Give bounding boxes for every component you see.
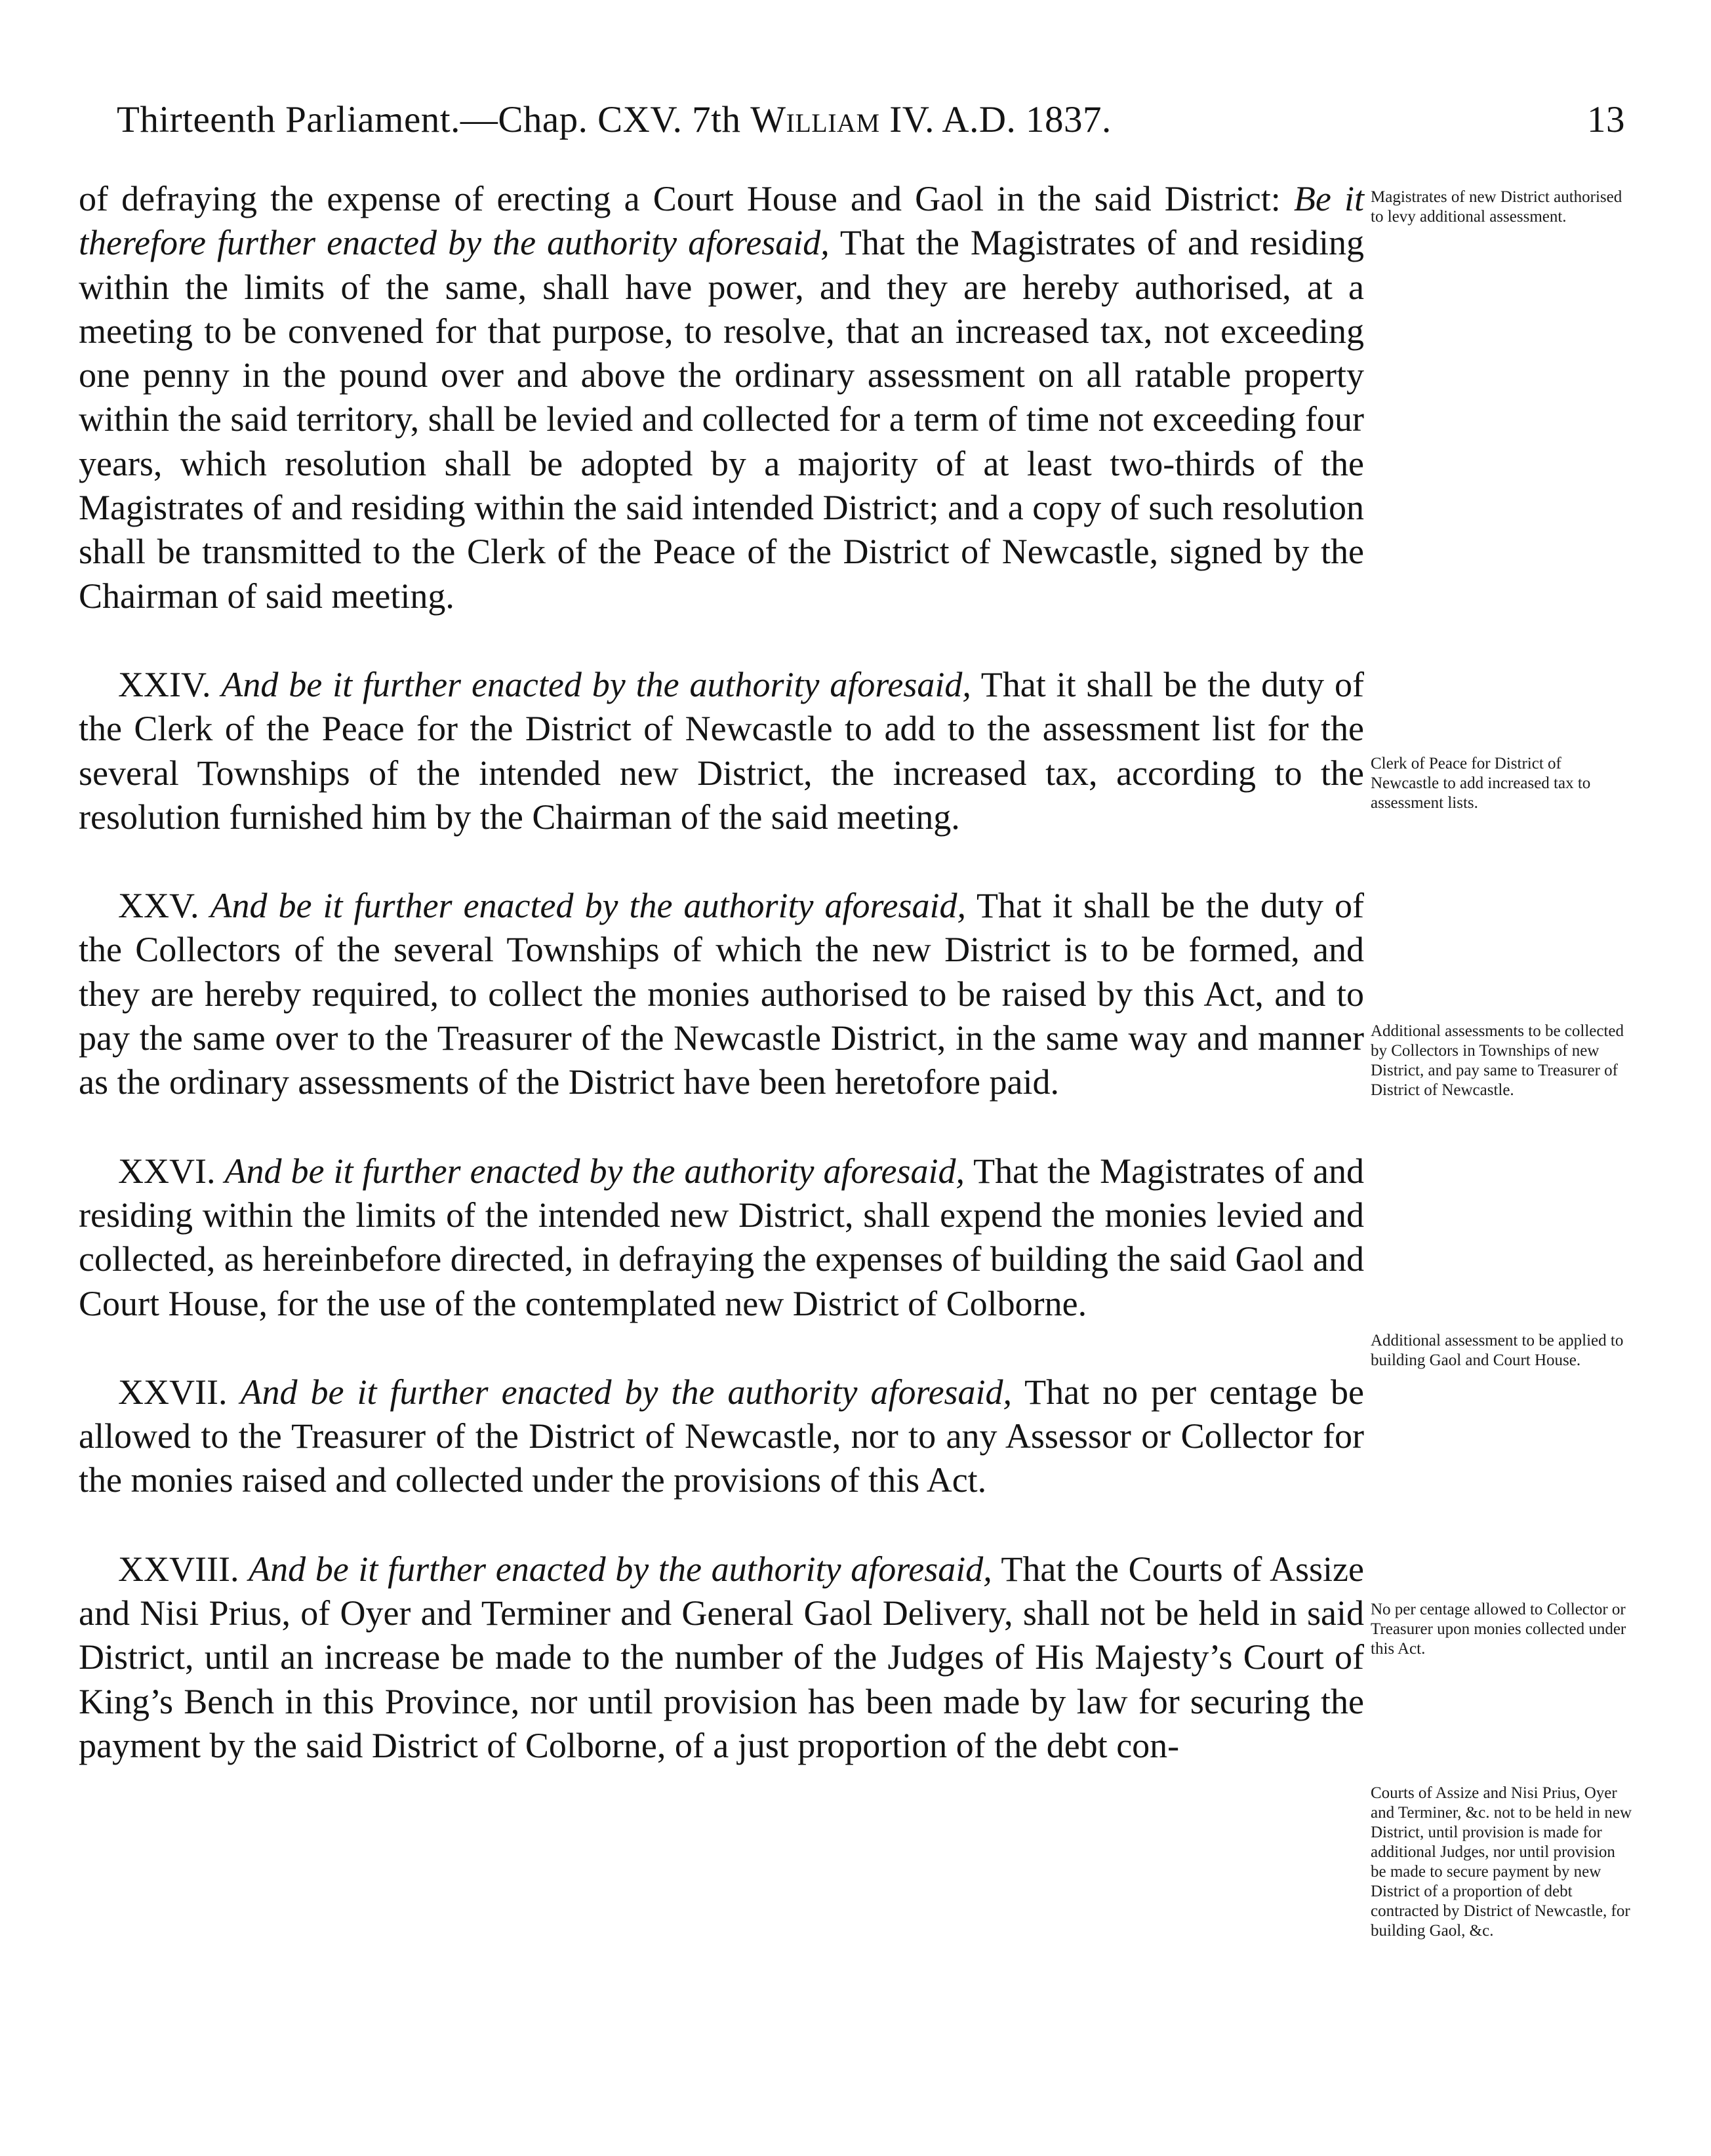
paragraph-text: That the Courts of Assize and Nisi Prius, of Oyer and Terminer and General Gaol Delivery, shall not be held in said District, until an increase be made to the number of the Judges of His Majesty’s Court of King’s Bench in this Province, nor until provision has been made by law for securing the payment by the said District of Colborne, of a just proportion of the debt con- — [79, 1549, 1364, 1765]
paragraph-text: That it shall be the duty of the Clerk of the Peace for the District of Newcastle to add to the assessment list for the several Townships of the intended new District, the increased tax, according to the resolution furnished him by the Chairman of the said meeting. — [79, 664, 1364, 837]
paragraph-section-xxiv — [79, 663, 1364, 839]
running-head-small-caps: William — [750, 99, 880, 140]
running-head — [117, 90, 1112, 150]
paragraph-section-xxvii — [79, 1370, 1364, 1503]
section-number: XXIV. — [118, 664, 222, 704]
enacting-clause: And be it further enacted by the authority aforesaid, — [221, 664, 971, 704]
section-number: XXVII. — [118, 1372, 241, 1412]
enacting-clause: And be it further enacted by the authority aforesaid, — [210, 886, 966, 926]
body-text — [79, 177, 1364, 1768]
enacting-clause: And be it further enacted by the authority aforesaid, — [249, 1549, 992, 1589]
page-header — [117, 90, 1625, 150]
paragraph-text: That the Magistrates of and residing within the limits of the same, shall have power, and they are hereby authorised, at a meeting to be convened for that purpose, to resolve, that an increased tax, not exceeding one penny in the pound over and above the ordinary assessment on all ratable property within the said territory, shall be levied and collected for a term of time not exceeding four years, which resolution shall be adopted by a majority of at least two-thirds of the Magistrates of and residing within the said intended District; and a copy of such resolution shall be transmitted to the Clerk of the Peace of the District of Newcastle, signed by the Chairman of said meeting. — [79, 223, 1364, 616]
paragraph-section-xxviii — [79, 1547, 1364, 1768]
section-number: XXVIII. — [118, 1549, 249, 1589]
margin-note-clerk-of-peace: Clerk of Peace for District of Newcastle to add increased tax to assessment lists. — [1371, 755, 1591, 812]
paragraph-text: That it shall be the duty of the Collectors of the several Townships of which the new District is to be formed, and they are hereby required, to collect the monies authorised to be raised by this Act, and to pay the same over to the Treasurer of the Newcastle District, in the same way and manner as the ordinary assessments of the District have been heretofore paid. — [79, 886, 1364, 1102]
paragraph-text: That no per centage be allowed to the Treasurer of the District of Newcastle, nor to any Assessor or Collector for the monies raised and collected under the provisions of this Act. — [79, 1372, 1364, 1500]
section-number: XXVI. — [118, 1151, 225, 1191]
section-number: XXV. — [118, 886, 211, 926]
margin-note-gaol-court-house: Additional assessment to be applied to building Gaol and Court House. — [1371, 1332, 1624, 1369]
running-head-date: IV. A.D. 1837. — [879, 99, 1112, 140]
page-number: 13 — [1587, 99, 1625, 140]
enacting-clause: And be it further enacted by the authority aforesaid, — [224, 1151, 965, 1191]
margin-note-collectors: Additional assessments to be collected by Collectors in Townships of new District, and pay same to Treasurer of District of Newcastle. — [1371, 1022, 1624, 1099]
paragraph-section-xxv — [79, 884, 1364, 1104]
running-head-text: Thirteenth Parliament.—Chap. CXV. 7th — [117, 99, 751, 140]
paragraph-section-xxvi — [79, 1149, 1364, 1326]
margin-note-no-per-centage: No per centage allowed to Collector or Treasurer upon monies collected under this Act. — [1371, 1601, 1626, 1658]
paragraph-continuation — [79, 177, 1364, 618]
paragraph-text: of defraying the expense of erecting a Court House and Gaol in the said District: — [79, 179, 1294, 218]
enacting-clause: And be it further enacted by the authority aforesaid, — [240, 1372, 1013, 1412]
margin-note-courts-of-assize: Courts of Assize and Nisi Prius, Oyer and Terminer, &c. not to be held in new District, until provision is made for additional Judges, nor until provision be made to secure payment by new District of a proportion of debt contracted by District of Newcastle, for building Gaol, &c. — [1371, 1784, 1632, 1940]
paragraph-text: That the Magistrates of and residing within the limits of the intended new District, shall expend the monies levied and collected, as hereinbefore directed, in defraying the expenses of building the said Gaol and Court House, for the use of the contemplated new District of Colborne. — [79, 1151, 1365, 1323]
enacting-clause: Be it therefore further enacted by the authority aforesaid, — [79, 179, 1364, 263]
margin-note-magistrates-assessment: Magistrates of new District authorised to levy additional assessment. — [1371, 188, 1622, 226]
